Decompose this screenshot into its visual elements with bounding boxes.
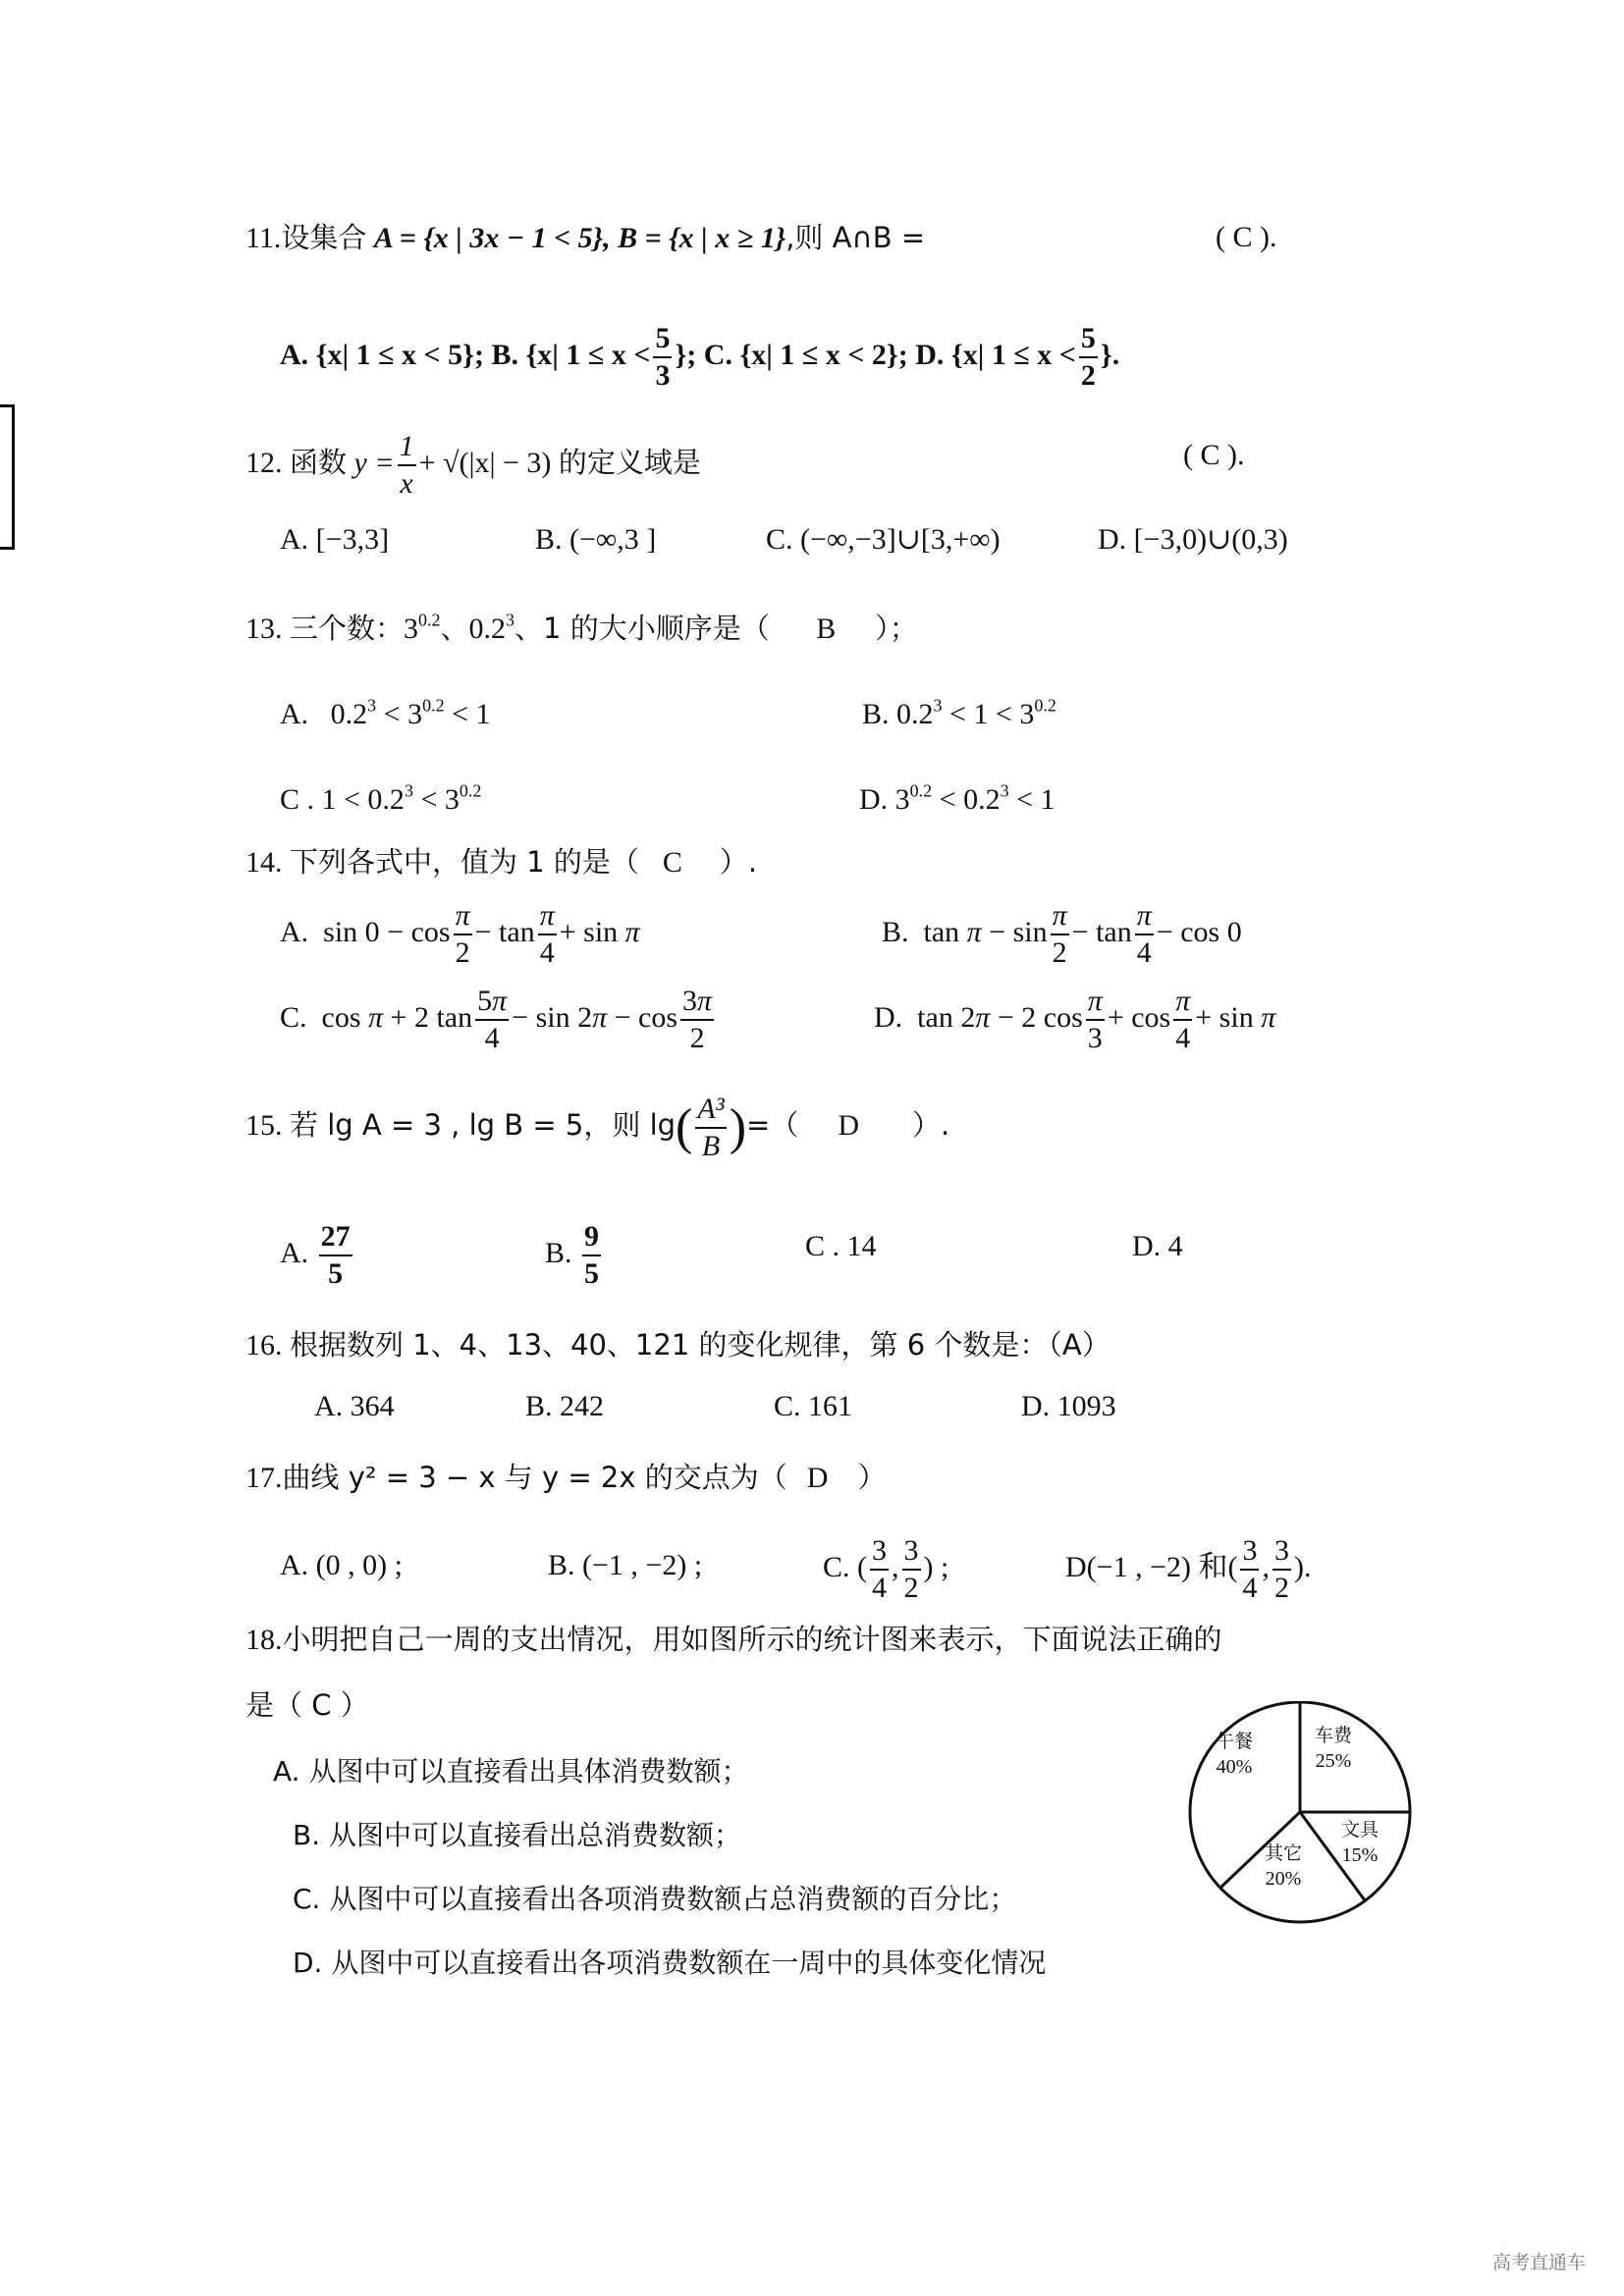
q18-option-c: C. 从图中可以直接看出各项消费数额占总消费额的百分比； [293,1883,1017,1915]
stem-suffix: ）. [912,1107,950,1142]
option-c: C. {x| 1 ≤ x < 2}; [703,338,908,371]
question-number: 12. [245,446,283,479]
q14-option-a: A. sin 0 − cos $\frac{\pi}{2}$ − tan $\frac{\pi}{4}$ + sin π [280,899,640,969]
question-14-stem [245,842,757,882]
answer: C [662,846,682,879]
question-11-answer: ( C ). [1216,221,1277,253]
formula-sqrt: + √(|x| − 3) [418,446,552,479]
question-number: 11. [245,222,282,254]
pie-label-stationery: 文具 15% [1341,1819,1380,1866]
q17-option-c: C. ( $\frac{3}{4}$ , $\frac{3}{2}$ ) ; [823,1534,949,1604]
question-18-stem-line1 [245,1620,1222,1660]
q13-option-c: C . $1 < 0.2^3 < 3^{0.2}$ [280,780,482,816]
question-number: 13. [245,613,283,645]
set-b: , B = {x | x ≥ 1} [603,222,786,254]
question-15-stem: 15. 若 lg A = 3 , lg B = 5，则 lg( $\frac{\text{A³}}{B}$ )=（ D ）. [245,1093,950,1162]
q12-option-c: C. (−∞,−3]∪[3,+∞) [766,523,1001,556]
stem-suffix: ） [857,1461,887,1494]
q16-option-c: C. 161 [774,1390,853,1422]
question-12-stem: 12. 函数 y = $\frac{1}{x}$ + √(|x| − 3) 的定义域是 [245,430,701,500]
q18-option-b: B. 从图中可以直接看出总消费数额； [293,1819,742,1851]
option-a: A. {x| 1 ≤ x < 5}; [280,338,484,371]
q15-option-c: C . 14 [805,1230,877,1262]
q13-option-b: B. $0.2^3 < 1 < 3^{0.2}$ [862,695,1056,730]
q16-option-b: B. 242 [525,1390,605,1422]
stem-text: =（ [746,1107,799,1142]
q12-option-a: A. [−3,3] [280,523,390,556]
set-a: A = {x | 3x − 1 < 5} [373,222,604,254]
watermark: 高考直通车 [1492,2252,1587,2273]
q16-option-d: D. 1093 [1021,1390,1116,1422]
stem-suffix: 的定义域是 [558,445,701,479]
q15-option-d: D. 4 [1132,1230,1183,1262]
option-b: B. {x| 1 ≤ x < $\frac{5}{3}$ }; [491,322,697,392]
stem-text: 三个数： [290,612,405,645]
stem-suffix: ）； [875,612,918,645]
q13-option-a: A. $0.2^3 < 3^{0.2} < 1$ [280,695,491,730]
q17-option-b: B. (−1 , −2) ; [548,1549,703,1581]
question-12-answer: ( C ). [1183,439,1245,471]
separator: 、 [440,612,469,645]
question-number: 18. [245,1624,283,1656]
stem-text: 小明把自己一周的支出情况，用如图所示的统计图来表示，下面说法正确的 [282,1623,1222,1656]
q14-option-c: C. cos π + 2 tan $\frac{5\pi}{4}$ − sin 2π − cos $\frac{3\pi}{2}$ [280,985,713,1054]
margin-bracket [0,404,15,550]
q16-option-a: A. 364 [314,1390,395,1422]
expense-pie-chart [1184,1701,1416,1927]
stem-text: 若 lg A = 3 , lg B = 5，则 lg [290,1107,677,1142]
question-number: 14. [245,846,283,879]
question-number: 15. [245,1108,283,1142]
q14-option-d: D. tan 2π − 2 cos $\frac{\pi}{3}$ + cos $\frac{\pi}{4}$ + sin π [874,985,1276,1054]
q13-option-d: D. $3^{0.2} < 0.2^3 < 1$ [859,780,1056,816]
formula: y = [353,446,395,479]
answer: D [806,1462,829,1494]
question-number: 16. [245,1329,283,1362]
answer: B [816,613,837,645]
q12-option-b: B. (−∞,3 ] [535,523,657,556]
number-1: $3^{0.2}$ [404,610,441,645]
question-17-stem [245,1458,886,1498]
stem-text: 根据数列 1、4、13、40、121 的变化规律，第 6 个数是：（A） [290,1328,1110,1362]
number-2: $0.2^3$ [468,610,515,645]
q15-option-a: A. $\frac{27}{5}$ [280,1220,351,1290]
q17-option-a: A. (0 , 0) ; [280,1549,403,1581]
pie-label-other: 其它 20% [1265,1842,1303,1890]
question-18-stem-line2: 是（ C ） [245,1688,369,1722]
q12-option-d: D. [−3,0)∪(0,3) [1098,523,1288,556]
q14-option-b: B. tan π − sin $\frac{\pi}{2}$ − tan $\frac{\pi}{4}$ − cos 0 [882,899,1242,969]
stem-text: 设集合 [281,221,367,254]
option-d: D. {x| 1 ≤ x < $\frac{5}{2}$ }. [915,322,1120,392]
q15-option-b: B. $\frac{9}{5}$ [545,1220,600,1290]
question-16-stem [245,1325,1110,1365]
q17-option-d: D(−1 , −2) 和( $\frac{3}{4}$ , $\frac{3}{2}$ ). [1065,1534,1312,1604]
question-11-options [280,324,1119,391]
q18-option-d: D. 从图中可以直接看出各项消费数额在一周中的具体变化情况 [293,1947,1047,1979]
stem-text: 函数 [290,445,348,479]
question-11-stem [245,218,925,258]
pie-label-lunch: 午餐 40% [1216,1731,1254,1778]
stem-text: 曲线 y² = 3 − x 与 y = 2x 的交点为（ [282,1461,787,1494]
stem-suffix: ）. [719,845,758,879]
pie-label-fare: 车费 25% [1315,1725,1353,1772]
answer: D [838,1108,859,1142]
q18-option-a: A. 从图中可以直接看出具体消费数额； [273,1755,749,1788]
stem-suffix: ,则 A∩B = [785,221,926,254]
stem-text: 、1 的大小顺序是（ [514,612,770,645]
question-number: 17. [245,1462,283,1494]
question-13-stem [245,609,918,649]
stem-text: 下列各式中，值为 1 的是（ [290,845,639,879]
